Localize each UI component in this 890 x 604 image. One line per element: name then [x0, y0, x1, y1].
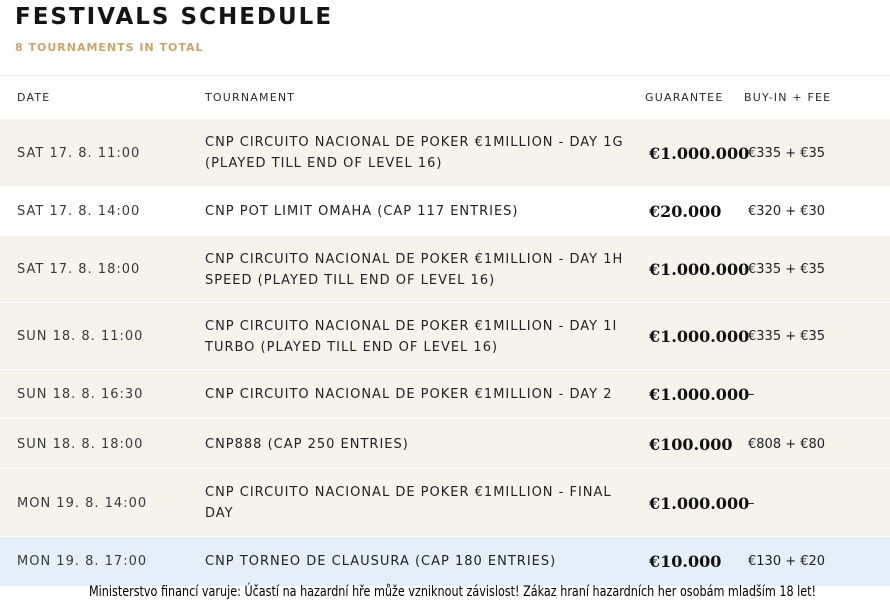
row-tournament[interactable] [205, 236, 640, 303]
row-date: SUN 18. 8. 18:00 [17, 436, 144, 452]
row-date: SUN 18. 8. 11:00 [17, 329, 144, 344]
tournament-name[interactable]: CNP888 (CAP 250 ENTRIES) [205, 436, 409, 452]
tournament-count: 8 TOURNAMENTS IN TOTAL [15, 41, 204, 54]
row-guarantee: €1.000.000 [649, 143, 750, 163]
row-date: SAT 17. 8. 11:00 [17, 145, 141, 161]
column-header-guarantee[interactable]: GUARANTEE [645, 91, 724, 104]
row-guarantee: €20.000 [649, 202, 722, 221]
column-header-buyin[interactable]: BUY-IN + FEE [744, 91, 832, 104]
tournament-name[interactable]: CNP CIRCUITO NACIONAL DE POKER €1MILLION - DAY 1I TURBO (PLAYED TILL END OF LEVEL 16) [205, 318, 618, 355]
table-row[interactable] [0, 119, 890, 187]
table-row[interactable] [0, 469, 890, 537]
row-tournament[interactable] [205, 370, 640, 419]
tournament-name[interactable]: CNP POT LIMIT OMAHA (CAP 117 ENTRIES) [205, 204, 519, 219]
tournament-name[interactable]: CNP CIRCUITO NACIONAL DE POKER €1MILLION - DAY 1H SPEED (PLAYED TILL END OF LEVEL 16) [205, 251, 624, 288]
column-header-date[interactable]: DATE [17, 91, 51, 104]
table-row[interactable] [0, 370, 890, 419]
tournament-name[interactable]: CNP CIRCUITO NACIONAL DE POKER €1MILLION - DAY 1G (PLAYED TILL END OF LEVEL 16) [205, 135, 624, 171]
gambling-warning: Ministerstvo financí varuje: Účastí na hazardní hře může vzniknout závislost! Zákaz hraní hazardních her osobám mladším 18 let! [89, 584, 817, 600]
row-tournament[interactable] [205, 469, 640, 537]
row-guarantee: €10.000 [649, 552, 722, 571]
row-buyin: €320 + €30 [748, 204, 826, 219]
row-guarantee: €1.000.000 [649, 385, 750, 404]
row-guarantee: €100.000 [649, 434, 733, 454]
row-tournament[interactable] [205, 419, 640, 469]
row-guarantee: €1.000.000 [649, 260, 750, 279]
row-buyin: €335 + €35 [748, 145, 826, 161]
row-date: SAT 17. 8. 14:00 [17, 204, 141, 219]
table-row-highlighted[interactable] [0, 537, 890, 586]
row-tournament[interactable] [205, 119, 640, 187]
row-date: SUN 18. 8. 16:30 [17, 387, 144, 402]
row-guarantee: €1.000.000 [649, 493, 750, 513]
column-header-tournament[interactable]: TOURNAMENT [205, 91, 296, 104]
table-row[interactable] [0, 303, 890, 370]
tournament-name[interactable]: CNP CIRCUITO NACIONAL DE POKER €1MILLION - FINAL DAY [205, 485, 612, 521]
row-tournament[interactable] [205, 187, 640, 236]
tournament-name[interactable]: CNP CIRCUITO NACIONAL DE POKER €1MILLION - DAY 2 [205, 387, 613, 402]
row-date: MON 19. 8. 17:00 [17, 554, 148, 569]
row-date: SAT 17. 8. 18:00 [17, 262, 141, 277]
row-buyin: €130 + €20 [748, 554, 826, 569]
tournament-name[interactable]: CNP TORNEO DE CLAUSURA (CAP 180 ENTRIES) [205, 554, 557, 569]
table-row[interactable] [0, 236, 890, 303]
row-tournament[interactable] [205, 303, 640, 370]
row-buyin: – [748, 495, 755, 511]
row-guarantee: €1.000.000 [649, 327, 750, 346]
row-tournament[interactable] [205, 537, 640, 586]
table-row[interactable] [0, 419, 890, 469]
row-date: MON 19. 8. 14:00 [17, 495, 148, 511]
table-row[interactable] [0, 187, 890, 236]
table-header [0, 76, 890, 119]
page-title: FESTIVALS SCHEDULE [15, 4, 334, 30]
row-buyin: €335 + €35 [748, 262, 826, 277]
row-buyin: €808 + €80 [748, 436, 826, 452]
row-buyin: – [748, 387, 755, 402]
row-buyin: €335 + €35 [748, 329, 826, 344]
